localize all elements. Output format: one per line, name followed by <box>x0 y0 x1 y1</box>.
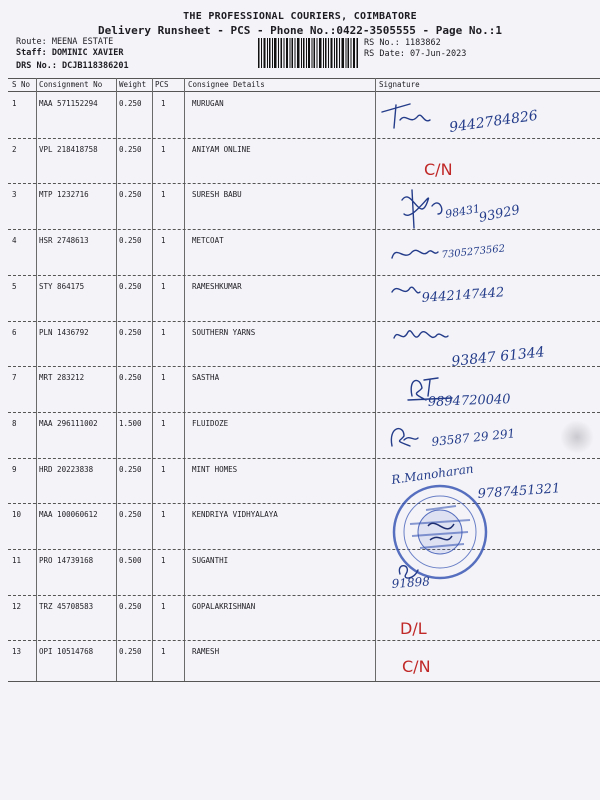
cell-consignment: PLN 1436792 <box>39 327 89 337</box>
signature-phone: 98431 <box>444 202 481 221</box>
col-signature: Signature <box>379 80 420 89</box>
cell-weight: 0.250 <box>119 647 142 657</box>
status-mark-dl: D/L <box>400 619 427 638</box>
cell-sno: 11 <box>12 556 22 565</box>
cell-consignment: MAA 571152294 <box>39 99 98 108</box>
cell-sno: 2 <box>12 144 17 154</box>
cell-consignee: MINT HOMES <box>192 464 238 474</box>
cell-weight: 0.250 <box>119 99 142 108</box>
cell-consignee: RAMESHKUMAR <box>192 281 242 291</box>
cell-consignee: GOPALAKRISHNAN <box>192 601 256 611</box>
cell-sno: 5 <box>12 281 17 291</box>
signature-phone: 93587 29 291 <box>430 426 516 449</box>
table-row <box>0 412 600 458</box>
table-row <box>0 183 600 229</box>
cell-pcs: 1 <box>161 190 166 200</box>
status-mark-cn: C/N <box>424 160 453 179</box>
col-consignee: Consignee Details <box>188 80 265 89</box>
cell-consignee: SURESH BABU <box>192 190 242 200</box>
table-row <box>0 503 600 549</box>
signature-phone: 93847 61344 <box>450 344 546 370</box>
table-row <box>0 595 600 641</box>
route-label: Route: MEENA ESTATE <box>16 37 114 47</box>
rs-date: RS Date: 07-Jun-2023 <box>364 49 467 59</box>
cell-pcs: 1 <box>161 327 166 337</box>
cell-pcs: 1 <box>161 373 166 383</box>
table-row <box>0 549 600 595</box>
cell-sno: 10 <box>12 510 22 520</box>
signature-phone: 93929 <box>477 202 522 226</box>
barcode-image <box>258 38 358 68</box>
cell-pcs: 1 <box>161 556 166 565</box>
rs-number: RS No.: 1183862 <box>364 38 441 48</box>
cell-weight: 0.250 <box>119 601 142 611</box>
signature-phone: 91898 <box>391 574 431 591</box>
cell-pcs: 1 <box>161 510 166 520</box>
table-row <box>0 366 600 412</box>
cell-weight: 0.500 <box>119 556 142 565</box>
cell-weight: 0.250 <box>119 373 142 383</box>
signature-phone: 7305273562 <box>441 243 506 261</box>
cell-consignment: VPL 218418758 <box>39 144 98 154</box>
cell-consignment: MRT 283212 <box>39 373 85 383</box>
table-top-border <box>8 78 600 79</box>
cell-consignee: ANIYAM ONLINE <box>192 144 251 154</box>
cell-consignment: MAA 100060612 <box>39 510 98 520</box>
paper-smudge <box>560 420 594 454</box>
table-row <box>0 229 600 275</box>
cell-sno: 13 <box>12 647 22 657</box>
cell-pcs: 1 <box>161 99 166 108</box>
cell-pcs: 1 <box>161 601 166 611</box>
cell-consignment: OPI 10514768 <box>39 647 94 657</box>
cell-consignee: MURUGAN <box>192 99 224 108</box>
table-row <box>0 640 600 686</box>
cell-sno: 3 <box>12 190 17 200</box>
cell-consignment: STY 864175 <box>39 281 85 291</box>
cell-sno: 7 <box>12 373 17 383</box>
cell-sno: 4 <box>12 236 17 246</box>
cell-consignment: PRO 14739168 <box>39 556 94 565</box>
cell-consignee: SASTHA <box>192 373 220 383</box>
cell-consignee: SUGANTHI <box>192 556 229 565</box>
cell-pcs: 1 <box>161 144 166 154</box>
drs-number: DRS No.: DCJB118386201 <box>16 61 129 71</box>
cell-pcs: 1 <box>161 281 166 291</box>
signature-phone: 9442147442 <box>421 285 505 306</box>
cell-pcs: 1 <box>161 647 166 657</box>
cell-weight: 0.250 <box>119 144 142 154</box>
cell-pcs: 1 <box>161 464 166 474</box>
cell-consignment: HSR 2748613 <box>39 236 89 246</box>
table-row <box>0 321 600 367</box>
cell-weight: 0.250 <box>119 327 142 337</box>
cell-weight: 0.250 <box>119 281 142 291</box>
cell-weight: 0.250 <box>119 190 142 200</box>
status-mark-cn: C/N <box>402 657 431 676</box>
cell-consignee: FLUIDOZE <box>192 418 229 428</box>
cell-sno: 9 <box>12 464 17 474</box>
cell-sno: 12 <box>12 601 22 611</box>
signature-phone: 9442784826 <box>448 107 539 136</box>
cell-sno: 6 <box>12 327 17 337</box>
cell-weight: 0.250 <box>119 464 142 474</box>
col-consignment: Consignment No <box>39 80 103 89</box>
table-row <box>0 458 600 504</box>
signature-phone: 9787451321 <box>477 481 561 502</box>
cell-weight: 1.500 <box>119 418 142 428</box>
cell-consignment: HRD 20223838 <box>39 464 94 474</box>
col-sno: S No <box>12 80 31 89</box>
table-bottom-border <box>8 681 600 682</box>
cell-sno: 1 <box>12 99 17 108</box>
cell-consignee: METCOAT <box>192 236 224 246</box>
cell-sno: 8 <box>12 418 17 428</box>
signature-name: R.Manoharan <box>390 461 475 487</box>
cell-pcs: 1 <box>161 236 166 246</box>
table-row <box>0 275 600 321</box>
cell-consignee: RAMESH <box>192 647 220 657</box>
cell-weight: 0.250 <box>119 236 142 246</box>
cell-consignee: KENDRIYA VIDHYALAYA <box>192 510 278 520</box>
table-row <box>0 138 600 184</box>
col-weight: Weight <box>119 80 147 89</box>
cell-consignment: MAA 296111002 <box>39 418 98 428</box>
cell-consignment: TRZ 45708583 <box>39 601 94 611</box>
table-row <box>0 92 600 138</box>
staff-label: Staff: DOMINIC XAVIER <box>16 48 124 58</box>
cell-pcs: 1 <box>161 418 166 428</box>
company-name: THE PROFESSIONAL COURIERS, COIMBATORE <box>183 11 417 22</box>
cell-consignment: MTP 1232716 <box>39 190 89 200</box>
cell-weight: 0.250 <box>119 510 142 520</box>
cell-consignee: SOUTHERN YARNS <box>192 327 256 337</box>
runsheet-title: Delivery Runsheet - PCS - Phone No.:0422-3505555 - Page No.:1 <box>98 24 502 37</box>
signature-phone: 9894720040 <box>427 392 511 410</box>
col-pcs: PCS <box>155 80 169 89</box>
